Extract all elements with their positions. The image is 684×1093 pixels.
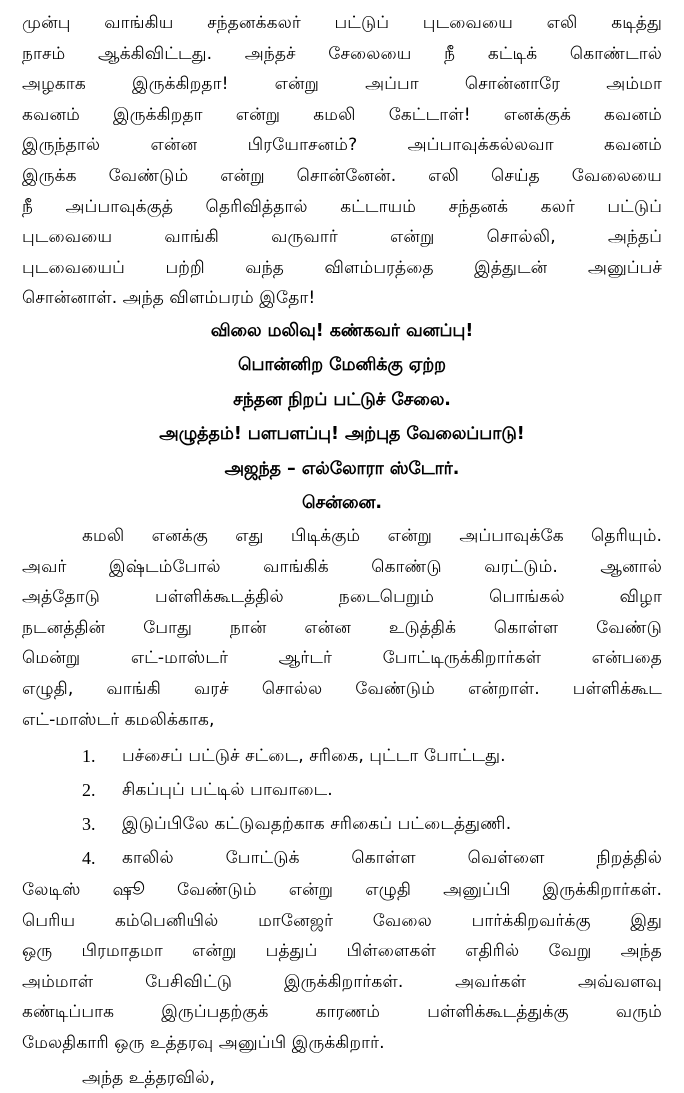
ad-line: அழுத்தம்! பளபளப்பு! அற்புத வேலைப்பாடு! (159, 424, 525, 445)
list-text: இடுப்பிலே கட்டுவதற்காக சரிகைப் பட்டைத்துணி. (122, 814, 512, 835)
text-line: அவர் இஷ்டம்போல் வாங்கிக் கொண்டு வரட்டும். ஆனால் (22, 556, 662, 577)
text-line: இருக்க வேண்டும் என்று சொன்னேன். எலி செய்த வேலையை (22, 165, 662, 186)
text-line: இருந்தால் என்ன பிரயோசனம்? அப்பாவுக்கல்லவா கவனம் (22, 135, 662, 156)
list-text: சிகப்புப் பட்டில் பாவாடை. (122, 780, 333, 801)
list-item (22, 841, 662, 875)
list-number: 4. (82, 848, 96, 869)
list-number: 1. (82, 746, 96, 767)
text-line: அந்த உத்தரவில், (82, 1067, 215, 1088)
text-line: நடனத்தின் போது நான் என்ன உடுத்திக் கொள்ள வேண்டு (22, 617, 662, 638)
text-line: அம்மாள் பேசிவிட்டு இருக்கிறார்கள். அவர்கள் அவ்வளவு (22, 971, 662, 992)
advertisement-block (22, 314, 662, 521)
text-line: அழகாக இருக்கிறதா! என்று அப்பா சொன்னாரே அம்மா (22, 74, 662, 95)
ad-line: அஜந்த – எல்லோரா ஸ்டோர். (224, 458, 460, 479)
ad-line: சந்தன நிறப் பட்டுச் சேலை. (233, 389, 451, 410)
ad-line: பொன்னிற மேனிக்கு ஏற்ற (237, 355, 446, 376)
ad-line: சென்னை. (302, 493, 382, 514)
text-line: நாசம் ஆக்கிவிட்டது. அந்தச் சேலையை நீ கட்டிக் கொண்டால் (22, 43, 662, 64)
text-line: எழுதி, வாங்கி வரச் சொல்ல வேண்டும் என்றாள். பள்ளிக்கூட (22, 678, 662, 699)
paragraph-2 (22, 521, 662, 735)
paragraph-1 (22, 8, 662, 314)
text-line: அத்தோடு பள்ளிக்கூடத்தில் நடைபெறும் பொங்கல் விழா (22, 587, 662, 608)
list-item (22, 807, 662, 841)
text-line: ஒரு பிரமாதமா என்று பத்துப் பிள்ளைகள் எதிரில் வேறு அந்த (22, 941, 662, 962)
text-line: நீ அப்பாவுக்குத் தெரிவித்தால் கட்டாயம் சந்தனக் கலர் பட்டுப் (22, 196, 662, 217)
text-line: மேலதிகாரி ஒரு உத்தரவு அனுப்பி இருக்கிறார். (22, 1033, 385, 1054)
text-line: கமலி எனக்கு எது பிடிக்கும் என்று அப்பாவுக்கே தெரியும். (82, 525, 662, 546)
text-line: பெரிய கம்பெனியில் மானேஜர் வேலை பார்க்கிறவர்க்கு இது (22, 910, 662, 931)
numbered-list (22, 739, 662, 875)
document-page (22, 8, 662, 1093)
list-text: காலில் போட்டுக் கொள்ள வெள்ளை நிறத்தில் (122, 848, 662, 869)
paragraph-3 (22, 875, 662, 1059)
list-number: 2. (82, 780, 96, 801)
text-line: முன்பு வாங்கிய சந்தனக்கலர் பட்டுப் புடவையை எலி கடித்து (22, 13, 662, 33)
list-text: பச்சைப் பட்டுச் சட்டை, சரிகை, புட்டா போட்டது. (122, 746, 506, 767)
list-number: 3. (82, 814, 96, 835)
list-item (22, 739, 662, 773)
text-line: எட்-மாஸ்டர் கமலிக்காக, (22, 709, 215, 730)
text-line: கவனம் இருக்கிறதா என்று கமலி கேட்டாள்! எனக்குக் கவனம் (22, 104, 662, 125)
text-line: புடவையைப் பற்றி வந்த விளம்பரத்தை இத்துடன் அனுப்பச் (22, 257, 662, 278)
text-line: சொன்னாள். அந்த விளம்பரம் இதோ! (22, 288, 316, 309)
ad-line: விலை மலிவு! கண்கவர் வனப்பு! (210, 320, 474, 341)
text-line: கண்டிப்பாக இருப்பதற்குக் காரணம் பள்ளிக்கூடத்துக்கு வரும் (22, 1002, 662, 1023)
list-item (22, 773, 662, 807)
text-line: புடவையை வாங்கி வருவார் என்று சொல்லி, அந்தப் (22, 227, 662, 248)
closing-paragraph (22, 1063, 662, 1093)
text-line: லேடிஸ் ஷூ வேண்டும் என்று எழுதி அனுப்பி இருக்கிறார்கள். (22, 880, 662, 901)
text-line: மென்று எட்-மாஸ்டர் ஆர்டர் போட்டிருக்கிறார்கள் என்பதை (22, 648, 662, 669)
